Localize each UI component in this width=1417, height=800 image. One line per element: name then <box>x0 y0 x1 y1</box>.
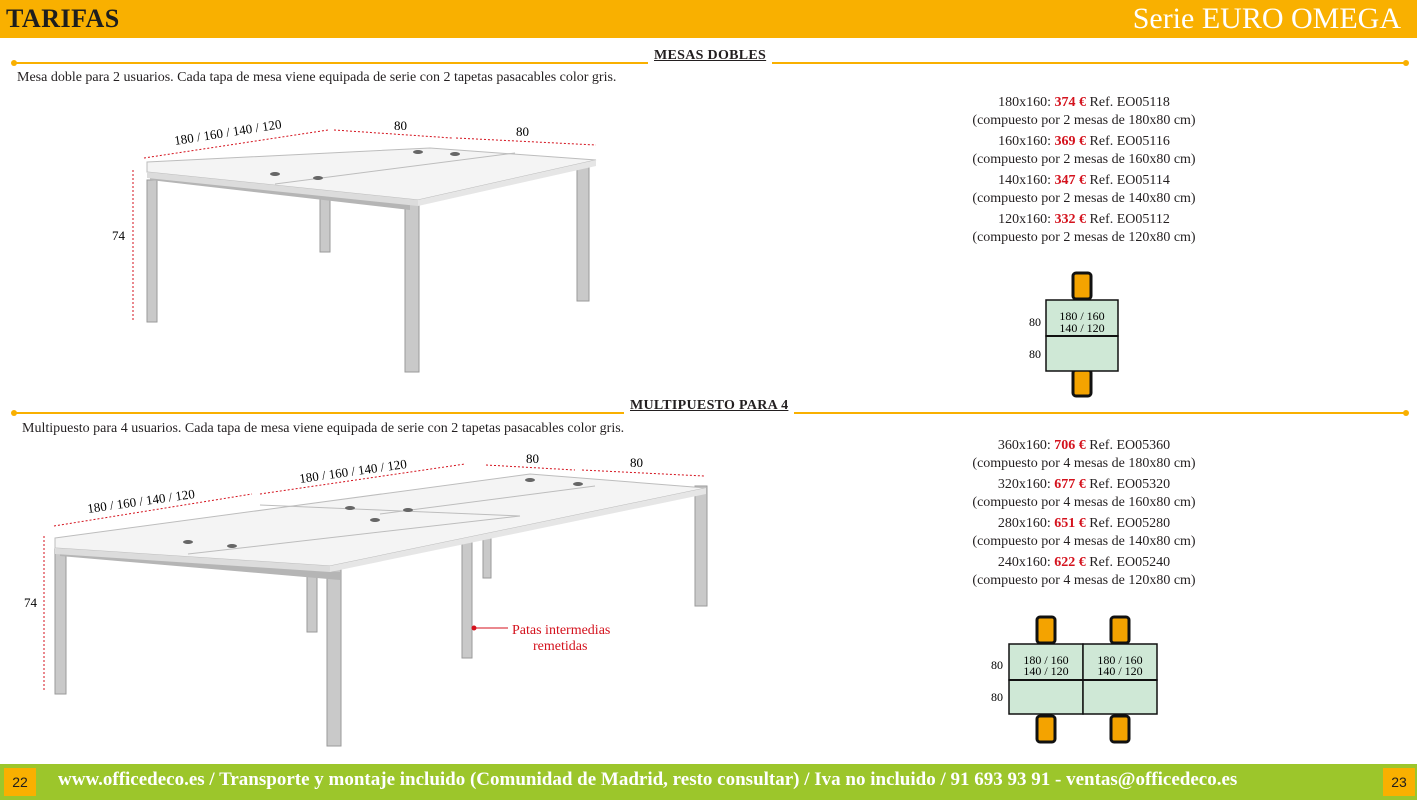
plan-dimension: 80 <box>991 658 1003 672</box>
divider-dot <box>11 410 17 416</box>
dimension-width-label: 180 / 160 / 140 / 120 <box>86 486 196 516</box>
dimension-width-label: 180 / 160 / 140 / 120 <box>173 116 283 148</box>
page-number-left: 22 <box>4 768 36 796</box>
section-title-multipuesto: MULTIPUESTO PARA 4 <box>624 398 794 414</box>
plan-dimension: 80 <box>1029 315 1041 329</box>
price-entry: 120x160: 332 € Ref. EO05112 (compuesto por 2 mesas de 120x80 cm) <box>972 212 1196 245</box>
plan-dimension: 80 <box>991 690 1003 704</box>
divider-dot <box>1403 410 1409 416</box>
section-description: Mesa doble para 2 usuarios. Cada tapa de mesa viene equipada de serie con 2 tapetas pasacables color gris. <box>17 70 617 85</box>
footer-bar <box>0 764 1417 800</box>
dimension-height-label: 74 <box>112 228 125 243</box>
plan-label: 180 / 160 <box>1059 309 1105 323</box>
divider-dot <box>11 60 17 66</box>
annotation-label: Patas intermedias <box>512 623 611 638</box>
floor-plan-multipuesto <box>985 612 1165 748</box>
plan-label: 180 / 160 <box>1023 653 1069 667</box>
footer-contact-text: www.officedeco.es / Transporte y montaje incluido (Comunidad de Madrid, resto consultar) / Iva no incluido / 91 693 93 91 - ventas@officedeco.es <box>58 769 1238 790</box>
header-series: Serie EURO OMEGA <box>1132 2 1401 35</box>
dimension-height-label: 74 <box>24 595 37 610</box>
price-entry: 140x160: 347 € Ref. EO05114 (compuesto por 2 mesas de 140x80 cm) <box>972 173 1196 206</box>
section-title-mesas-dobles: MESAS DOBLES <box>648 48 772 64</box>
desk-illustration-multipuesto <box>20 450 720 755</box>
desk-illustration-double <box>100 110 620 380</box>
price-list-double <box>934 94 1234 250</box>
header-bar <box>0 0 1417 38</box>
dimension-depth-label: 80 <box>526 451 539 466</box>
section-description: Multipuesto para 4 usuarios. Cada tapa de mesa viene equipada de serie con 2 tapetas pasacables color gris. <box>22 421 625 436</box>
annotation-label: remetidas <box>533 639 588 654</box>
plan-label: 140 / 120 <box>1023 664 1069 678</box>
dimension-depth-label: 80 <box>516 124 529 139</box>
price-entry: 280x160: 651 € Ref. EO05280 (compuesto por 4 mesas de 140x80 cm) <box>972 516 1196 549</box>
price-list-multipuesto <box>934 437 1234 593</box>
plan-label: 140 / 120 <box>1097 664 1143 678</box>
header-title: TARIFAS <box>6 4 120 33</box>
floor-plan-double <box>1020 270 1130 398</box>
dimension-depth-label: 80 <box>630 455 643 470</box>
price-entry: 360x160: 706 € Ref. EO05360 (compuesto por 4 mesas de 180x80 cm) <box>972 438 1196 471</box>
plan-label: 140 / 120 <box>1059 321 1105 335</box>
page-number-right: 23 <box>1383 768 1415 796</box>
price-entry: 320x160: 677 € Ref. EO05320 (compuesto por 4 mesas de 160x80 cm) <box>972 477 1196 510</box>
price-entry: 160x160: 369 € Ref. EO05116 (compuesto por 2 mesas de 160x80 cm) <box>972 134 1196 167</box>
plan-dimension: 80 <box>1029 347 1041 361</box>
plan-label: 180 / 160 <box>1097 653 1143 667</box>
price-entry: 180x160: 374 € Ref. EO05118 (compuesto por 2 mesas de 180x80 cm) <box>972 95 1196 128</box>
price-entry: 240x160: 622 € Ref. EO05240 (compuesto por 4 mesas de 120x80 cm) <box>972 555 1196 588</box>
dimension-depth-label: 80 <box>394 118 407 133</box>
dimension-width-label: 180 / 160 / 140 / 120 <box>298 456 408 486</box>
divider-dot <box>1403 60 1409 66</box>
